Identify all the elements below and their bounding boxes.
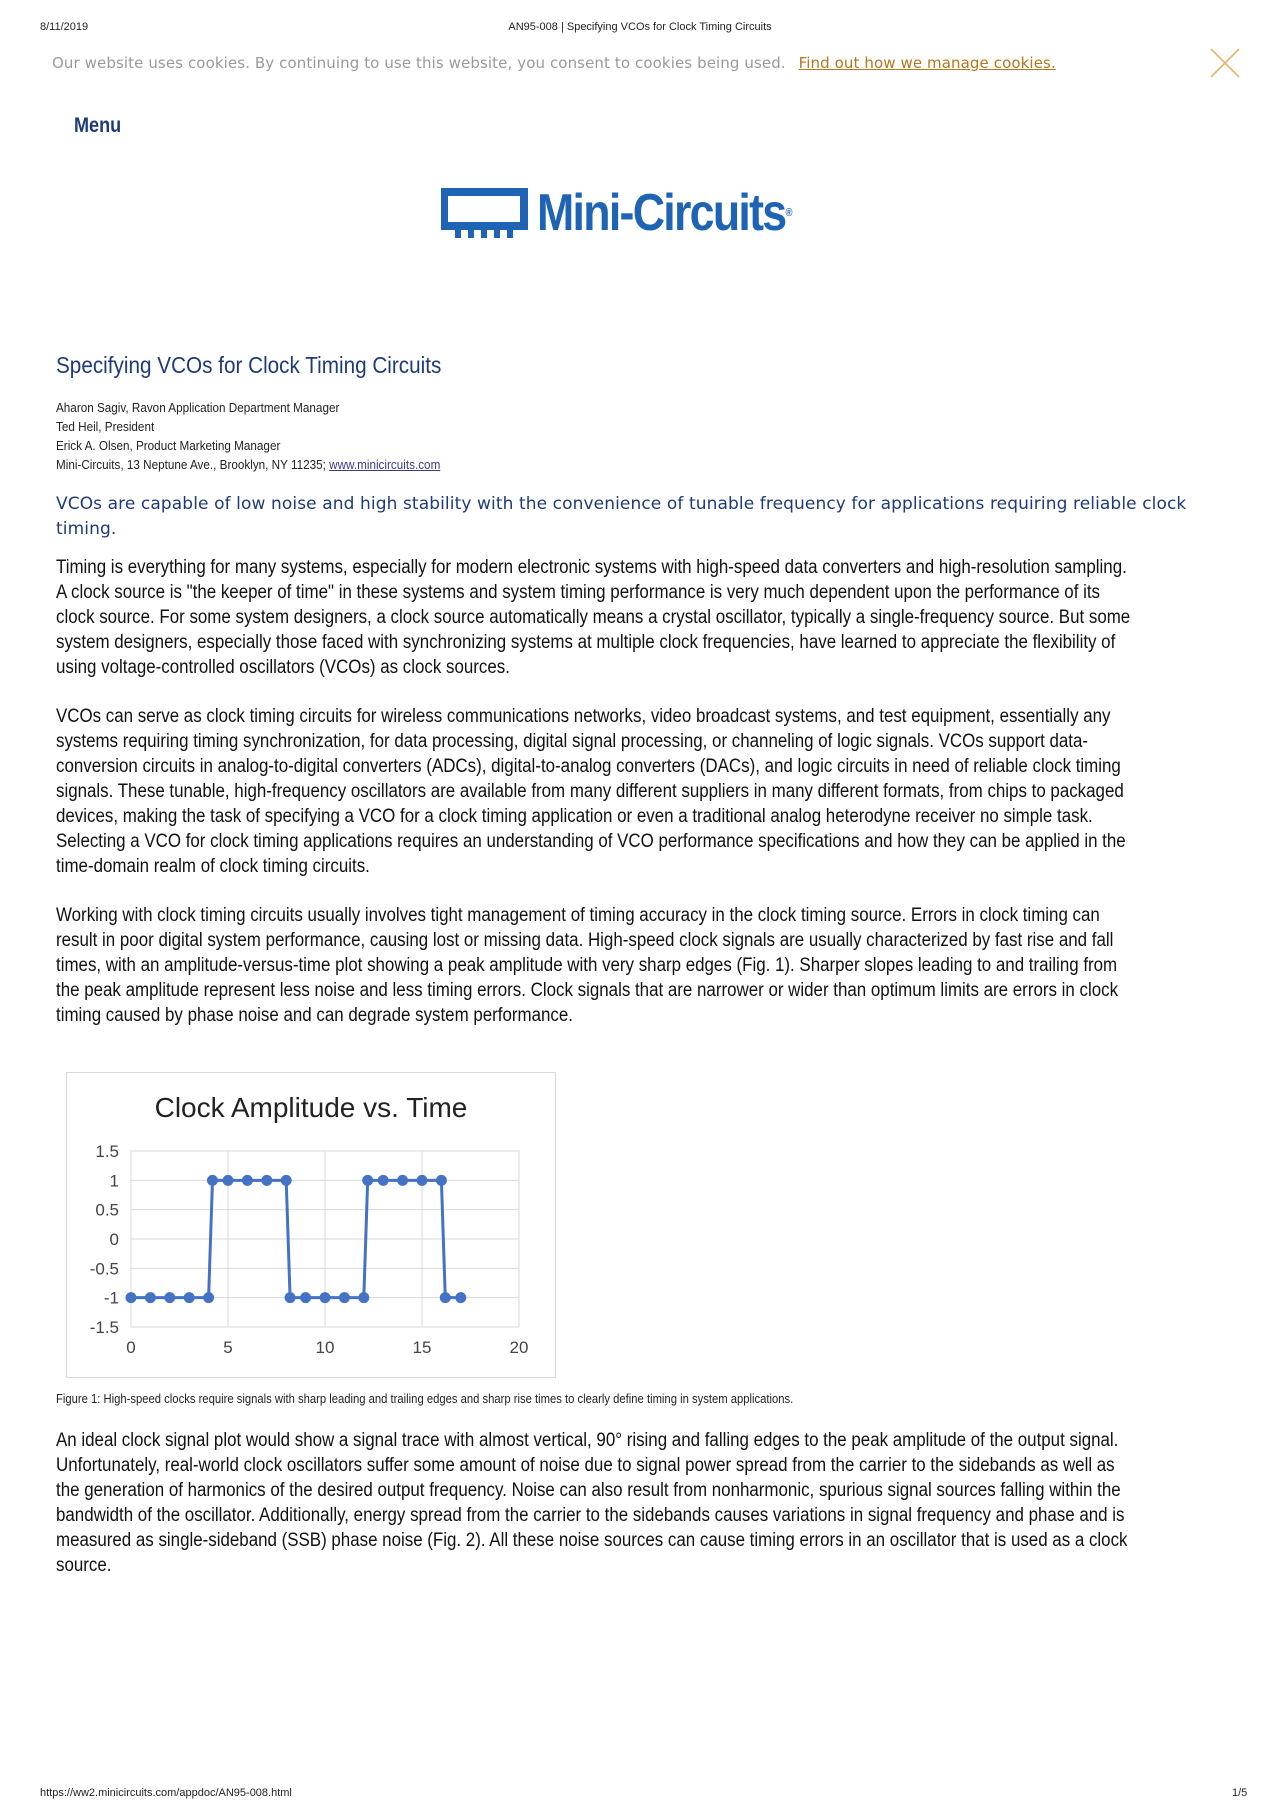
cookie-policy-link[interactable]: Find out how we manage cookies. [798,54,1056,72]
y-tick-label: -1 [103,1288,119,1308]
footer-page-number: 1/5 [1232,1787,1248,1799]
y-tick-label: 0 [109,1230,119,1249]
print-doc-title: AN95-008 | Specifying VCOs for Clock Timing Circuits [508,21,772,33]
data-point [164,1292,175,1303]
data-point [261,1175,272,1186]
chart-svg [67,1073,555,1377]
author-block [56,398,440,474]
x-tick-label: 5 [223,1338,233,1357]
close-icon[interactable] [1208,46,1242,80]
data-point [126,1292,137,1303]
data-point [300,1292,311,1303]
address-line [56,455,440,474]
x-tick-label: 15 [412,1338,432,1357]
y-tick-label: 1.5 [95,1142,119,1161]
cookie-banner [52,54,1056,72]
logo-chip-icon [441,184,531,246]
author-line: Erick A. Olsen, Product Marketing Manager [56,438,281,453]
chart-title: Clock Amplitude vs. Time [154,1092,468,1123]
data-point [397,1175,408,1186]
data-point [207,1175,218,1186]
data-point [378,1175,389,1186]
logo-registered-mark: ® [785,207,793,219]
data-point [281,1175,292,1186]
website-link[interactable]: www.minicircuits.com [329,457,441,472]
data-point [455,1292,466,1303]
print-date: 8/11/2019 [40,21,89,33]
author-line: Aharon Sagiv, Ravon Application Department Manager [56,400,340,415]
paragraph: An ideal clock signal plot would show a signal trace with almost vertical, 90° rising and falling edges to the peak amplitude of the output signal. Unfortunately, real-world clock oscillators suffer some amount of noise due to signal power spread from the carrier to the sidebands as well as the generation of harmonics of the desired output frequency. Noise can also result from nonharmonic, spurious signal sources falling within the bandwidth of the oscillator. Additionally, energy spread from the carrier to the sidebands causes variations in signal frequency and phase and is measured as single-sideband (SSB) phase noise (Fig. 2). All these noise sources can cause timing errors in an oscillator that is used as a clock source. [56,1430,1128,1576]
data-point [145,1292,156,1303]
data-point [223,1175,234,1186]
article-lede: VCOs are capable of low noise and high stability with the convenience of tunable frequency for applications requiring reliable clock timing. [56,494,1187,539]
data-point [203,1292,214,1303]
data-point [184,1292,195,1303]
address-text: Mini-Circuits, 13 Neptune Ave., Brooklyn, NY 11235; [56,457,330,472]
paragraph: VCOs can serve as clock timing circuits for wireless communications networks, video broadcast systems, and test equipment, essentially any systems requiring timing synchronization, for data processing, digital signal processing, or channeling of logic signals. VCOs support data-conversion circuits in analog-to-digital converters (ADCs), digital-to-analog converters (DACs), and logic circuits in need of reliable clock timing signals. These tunable, high-frequency oscillators are available from many different suppliers in many different formats, from chips to packaged devices, making the task of specifying a VCO for a clock timing application or even a traditional analog heterodyne receiver no simple task. Selecting a VCO for clock timing applications requires an understanding of VCO performance specifications and how they can be applied in the time-domain realm of clock timing circuits. [56,706,1126,877]
x-tick-label: 0 [126,1338,136,1357]
y-tick-label: -0.5 [89,1259,119,1279]
figure-1-chart [66,1072,556,1378]
print-header [0,21,1280,37]
paragraph: Working with clock timing circuits usually involves tight management of timing accuracy in the clock timing source. Errors in clock timing can result in poor digital system performance, causing lost or missing data. High-speed clock signals are usually characterized by fast rise and fall times, with an amplitude-versus-time plot showing a peak amplitude with very sharp edges (Fig. 1). Sharper slopes leading to and trailing from the peak amplitude represent less noise and less timing errors. Clock signals that are narrower or wider than optimum limits are errors in clock timing caused by phase noise and can degrade system performance. [56,905,1119,1026]
y-tick-label: 1 [109,1171,119,1191]
figure-caption: Figure 1: High-speed clocks require signals with sharp leading and trailing edges and sharp rise times to clearly define timing in system applications. [56,1392,794,1406]
data-point [362,1175,373,1186]
cookie-message: Our website uses cookies. By continuing to use this website, you consent to cookies being used. [52,54,786,72]
paragraph: Timing is everything for many systems, especially for modern electronic systems with high-speed data converters and high-resolution sampling. A clock source is "the keeper of time" in these systems and system timing performance is very much dependent upon the performance of its clock source. For some system designers, a clock source automatically means a crystal oscillator, typically a single-frequency source. But some system designers, especially those faced with synchronizing systems at multiple clock frequencies, have learned to appreciate the flexibility of using voltage-controlled oscillators (VCOs) as clock sources. [56,557,1131,678]
page-title: Specifying VCOs for Clock Timing Circuits [56,352,442,378]
footer-url: https://ww2.minicircuits.com/appdoc/AN95-008.html [40,1787,292,1799]
data-point [358,1292,369,1303]
logo-text: Mini-Circuits [537,184,786,242]
x-tick-label: 20 [509,1338,529,1357]
data-point [417,1175,428,1186]
data-point [285,1292,296,1303]
x-tick-label: 10 [315,1338,335,1357]
author-line: Ted Heil, President [56,419,155,434]
logo-wordmark [537,184,792,242]
menu-button[interactable]: Menu [74,114,122,137]
data-point [440,1292,451,1303]
y-tick-label: 0.5 [95,1200,119,1220]
data-point [436,1175,447,1186]
y-tick-label: -1.5 [89,1318,119,1337]
mini-circuits-logo[interactable] [441,184,851,246]
data-point [320,1292,331,1303]
data-point [242,1175,253,1186]
data-point [339,1292,350,1303]
